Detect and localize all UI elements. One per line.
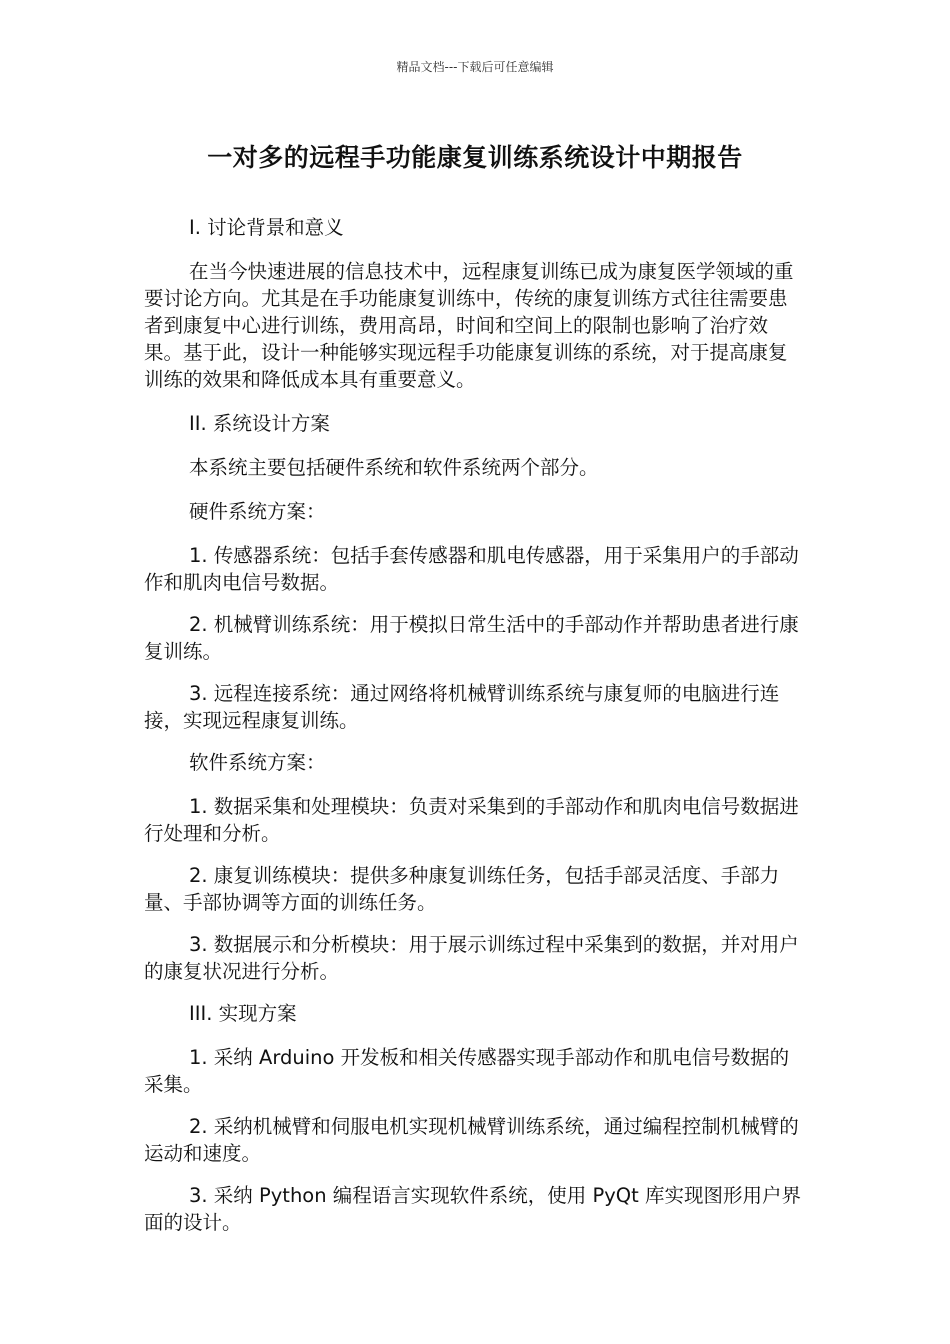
list-item-software-2: 2. 康复训练模块：提供多种康复训练任务，包括手部灵活度、手部力量、手部协调等方面的训练任务。 xyxy=(144,864,780,914)
section-heading-background: I. 讨论背景和意义 xyxy=(189,216,344,239)
list-item-implementation-2: 2. 采纳机械臂和伺服电机实现机械臂训练系统，通过编程控制机械臂的运动和速度。 xyxy=(144,1115,799,1165)
document-body xyxy=(144,214,804,1236)
subheading-hardware: 硬件系统方案： xyxy=(189,500,326,523)
list-item-hardware-2: 2. 机械臂训练系统：用于模拟日常生活中的手部动作并帮助患者进行康复训练。 xyxy=(144,613,799,663)
document-title: 一对多的远程手功能康复训练系统设计中期报告 xyxy=(207,143,743,172)
page-header-note: 精品文档---下载后可任意编辑 xyxy=(396,60,554,74)
list-item-implementation-1: 1. 采纳 Arduino 开发板和相关传感器实现手部动作和肌电信号数据的采集。 xyxy=(144,1046,790,1096)
list-item-software-1: 1. 数据采集和处理模块：负责对采集到的手部动作和肌肉电信号数据进行处理和分析。 xyxy=(144,795,799,845)
paragraph-background: 在当今快速进展的信息技术中，远程康复训练已成为康复医学领域的重要讨论方向。尤其是在手功能康复训练中，传统的康复训练方式往往需要患者到康复中心进行训练，费用高昂，时间和空间上的限制也影响了治疗效果。基于此，设计一种能够实现远程手功能康复训练的系统，对于提高康复训练的效果和降低成本具有重要意义。 xyxy=(144,260,794,391)
list-item-software-3: 3. 数据展示和分析模块：用于展示训练过程中采集到的数据，并对用户的康复状况进行分析。 xyxy=(144,933,799,983)
section-heading-design: II. 系统设计方案 xyxy=(189,412,330,435)
subheading-software: 软件系统方案： xyxy=(189,751,326,774)
list-item-hardware-3: 3. 远程连接系统：通过网络将机械臂训练系统与康复师的电脑进行连接，实现远程康复训练。 xyxy=(144,682,780,732)
paragraph-design-intro: 本系统主要包括硬件系统和软件系统两个部分。 xyxy=(189,456,599,479)
list-item-implementation-3: 3. 采纳 Python 编程语言实现软件系统，使用 PyQt 库实现图形用户界面的设计。 xyxy=(144,1184,801,1234)
list-item-hardware-1: 1. 传感器系统：包括手套传感器和肌电传感器，用于采集用户的手部动作和肌肉电信号数据。 xyxy=(144,544,799,594)
section-heading-implementation: III. 实现方案 xyxy=(189,1002,297,1025)
